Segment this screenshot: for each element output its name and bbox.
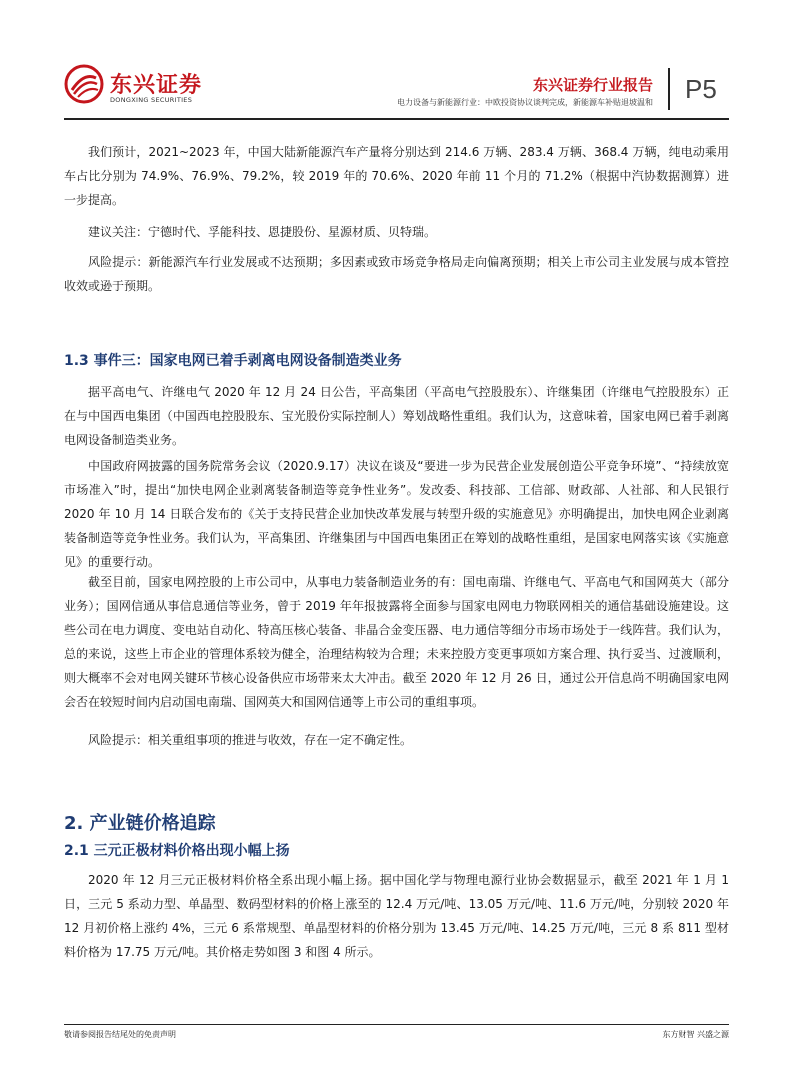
footer-rule [64,1024,729,1025]
report-title: 东兴证券行业报告 [532,76,653,94]
paragraph-forecast: 我们预计，2021~2023 年，中国大陆新能源汽车产量将分别达到 214.6 万辆、283.4 万辆、368.4 万辆，纯电动乘用车占比分别为 74.9%、76.9%、79.2%，较 2019 年的 70.6%、2020 年前 11 个月的 71.2%（根据中汽协数据测算）进一步提高。 [64,145,729,207]
page-header [0,0,793,120]
logo-text-en: DONGXING SECURITIES [110,96,193,104]
footer-slogan: 东方财智 兴盛之源 [662,1030,729,1039]
logo-text-cn: 东兴证券 [110,73,203,98]
section-heading-2-1: 2.1 三元正极材料价格出现小幅上扬 [64,843,290,859]
paragraph-event-3: 据平高电气、许继电气 2020 年 12 月 24 日公告，平高集团（平高电气控股股东）、许继集团（许继电气控股股东）正在与中国西电集团（中国西电控股股东、宝光股份实际控制人）筹划战略性重组。我们认为，这意味着，国家电网已着手剥离电网设备制造类业务。 [64,385,729,447]
header-divider [668,68,670,110]
paragraph-risk-1: 风险提示：新能源汽车行业发展或不达预期；多因素或致市场竞争格局走向偏离预期；相关上市公司主业发展与成本管控收效或逊于预期。 [64,255,729,293]
paragraph-risk-2: 风险提示：相关重组事项的推进与收效，存在一定不确定性。 [88,733,413,747]
paragraph-listed-companies: 截至目前，国家电网控股的上市公司中，从事电力装备制造业务的有：国电南瑞、许继电气、平高电气和国网英大（部分业务）；国网信通从事信息通信等业务，曾于 2019 年年报披露将全面参与国家电网电力物联网相关的通信基础设施建设。这些公司在电力调度、变电站自动化、特高压核心装备、非晶合金变压器、电力通信等细分市场市场处于一线阵营。我们认为，总的来说，这些上市企业的管理体系较为健全，治理结构较为合理；未来控股方变更事项如方案合理、执行妥当、过渡顺利，则大概率不会对电网关键环节核心设备供应市场带来太大冲击。截至 2020 年 12 月 26 日，通过公开信息尚不明确国家电网会否在较短时间内启动国电南瑞、国网英大和国网信通等上市公司的重组事项。 [64,575,729,709]
company-logo [64,64,204,108]
section-heading-2: 2. 产业链价格追踪 [64,812,216,834]
paragraph-recommendation: 建议关注：宁德时代、孚能科技、恩捷股份、星源材质、贝特瑞。 [88,225,437,239]
section-heading-1-3: 1.3 事件三：国家电网已着手剥离电网设备制造类业务 [64,353,402,369]
footer-disclaimer: 敬请参阅报告结尾处的免责声明 [64,1030,176,1039]
page-number: P5 [685,74,717,104]
paragraph-state-council: 中国政府网披露的国务院常务会议（2020.9.17）决议在谈及“要进一步为民营企业发展创造公平竞争环境”、“持续放宽市场准入”时，提出“加快电网企业剥离装备制造等竞争性业务”。发改委、科技部、工信部、财政部、人社部、和人民银行 2020 年 10 月 14 日联合发布的《关于支持民营企业加快改革发展与转型升级的实施意见》亦明确提出，加快电网企业剥离装备制造等竞争性业务。我们认为，平高集团、许继集团与中国西电集团正在筹划的战略性重组，是国家电网落实该《实施意见》的重要行动。 [64,459,729,569]
header-rule [64,118,729,120]
report-subtitle: 电力设备与新能源行业：中欧投资协议谈判完成，新能源车补贴退坡温和 [397,98,653,107]
paragraph-cathode-price: 2020 年 12 月三元正极材料价格全系出现小幅上扬。据中国化学与物理电源行业协会数据显示，截至 2021 年 1 月 1 日，三元 5 系动力型、单晶型、数码型材料的价格上涨至的 12.4 万元/吨、13.05 万元/吨、11.6 万元/吨，分别较 2020 年 12 月初价格上涨约 4%，三元 6 系常规型、单晶型材料的价格分别为 13.45 万元/吨、14.25 万元/吨，三元 8 系 811 型材料价格为 17.75 万元/吨。其价格走势如图 3 和图 4 所示。 [64,873,729,959]
logo-emblem-icon [64,64,104,104]
